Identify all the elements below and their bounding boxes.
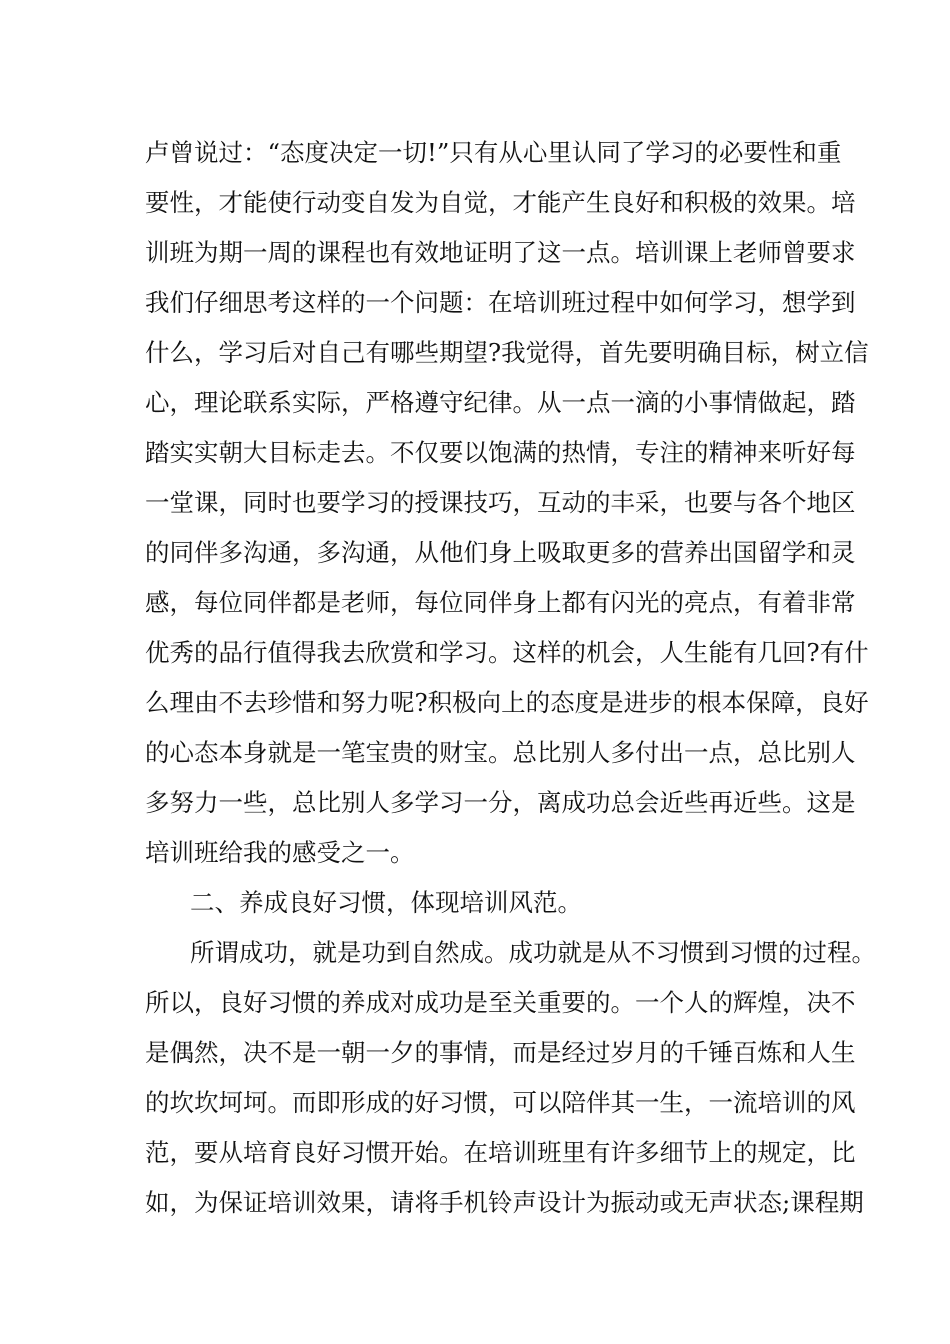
- text-line: 训班为期一周的课程也有效地证明了这一点。培训课上老师曾要求: [145, 238, 856, 267]
- body-text: [145, 128, 876, 1228]
- paragraph-first-line: 所谓成功，就是功到自然成。成功就是从不习惯到习惯的过程。: [190, 938, 876, 967]
- text-line: 培训班给我的感受之一。: [145, 838, 415, 867]
- text-line: 要性，才能使行动变自发为自觉，才能产生良好和积极的效果。培: [145, 188, 856, 217]
- text-line: 一堂课，同时也要学习的授课技巧，互动的丰采，也要与各个地区: [145, 488, 856, 517]
- section-heading: 二、养成良好习惯，体现培训风范。: [190, 888, 582, 917]
- text-line: 多努力一些，总比别人多学习一分，离成功总会近些再近些。这是: [145, 788, 856, 817]
- text-line: 卢曾说过：“态度决定一切!”只有从心里认同了学习的必要性和重: [145, 138, 842, 167]
- text-line: 我们仔细思考这样的一个问题：在培训班过程中如何学习，想学到: [145, 288, 856, 317]
- text-line: 所以，良好习惯的养成对成功是至关重要的。一个人的辉煌，决不: [145, 988, 856, 1017]
- text-line: 范，要从培育良好习惯开始。在培训班里有许多细节上的规定，比: [145, 1138, 856, 1167]
- text-line: 什么，学习后对自己有哪些期望?我觉得，首先要明确目标，树立信: [145, 338, 869, 367]
- text-line: 的心态本身就是一笔宝贵的财宝。总比别人多付出一点，总比别人: [145, 738, 856, 767]
- text-line: 优秀的品行值得我去欣赏和学习。这样的机会，人生能有几回?有什: [145, 638, 869, 667]
- text-line: 心，理论联系实际，严格遵守纪律。从一点一滴的小事情做起，踏: [145, 388, 856, 417]
- text-line: 感，每位同伴都是老师，每位同伴身上都有闪光的亮点，有着非常: [145, 588, 856, 617]
- text-line: 么理由不去珍惜和努力呢?积极向上的态度是进步的根本保障，良好: [145, 688, 869, 717]
- text-line: 如，为保证培训效果，请将手机铃声设计为振动或无声状态;课程期: [145, 1188, 864, 1217]
- text-line: 的坎坎坷坷。而即形成的好习惯，可以陪伴其一生，一流培训的风: [145, 1088, 856, 1117]
- text-line: 的同伴多沟通，多沟通，从他们身上吸取更多的营养出国留学和灵: [145, 538, 856, 567]
- text-line: 踏实实朝大目标走去。不仅要以饱满的热情，专注的精神来听好每: [145, 438, 856, 467]
- text-line: 是偶然，决不是一朝一夕的事情，而是经过岁月的千锤百炼和人生: [145, 1038, 856, 1067]
